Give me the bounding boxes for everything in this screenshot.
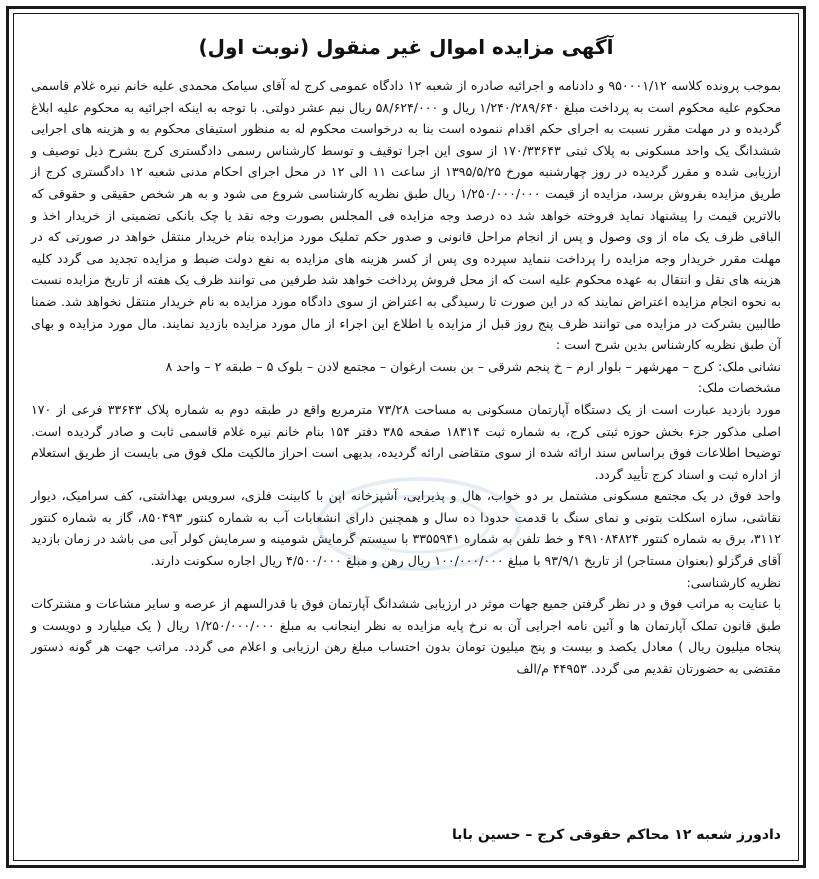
notice-frame [6,6,806,868]
paragraph-property-heading: مشخصات ملک: [697,380,781,396]
paragraph-intro: بموجب پرونده کلاسه ۹۵۰۰۰۱/۱۲ و دادنامه و اجرائیه صادره از شعبه ۱۲ دادگاه عمومی کرج له آقای سیامک محمدی علیه خانم نیره غلام قاسمی محکوم علیه محکوم است به پرداخت مبلغ ۱/۲۴۰/۲۸۹/۶۴۰ ریال و ۵۸/۶۲۴/۰۰۰ ریال نیم عشر دولتی. با توجه به اینکه اجرائیه به محکوم علیه ابلاغ گردیده و در مهلت مقرر نسبت به اجرای حکم اقدام ننموده است بنا به درخواست محکوم له به منظور استیفای محکوم به و هزینه های اجرایی ششدانگ یک واحد مسکونی به پلاک ثبتی ۱۷۰/۳۳۶۴۳ از سوی این اجرا توقیف و توسط کارشناس رسمی دادگستری کرج بشرح ذیل توصیف و ارزیابی شده و مقرر گردیده در روز چهارشنبه مورخ ۱۳۹۵/۵/۲۵ از ساعت ۱۱ الی ۱۲ در محل اجرای احکام مدنی شعبه ۱۲ دادگستری کرج از طریق مزایده بفروش برسد، مزایده از قیمت ۱/۲۵۰/۰۰۰/۰۰۰ ریال طبق نظریه کارشناسی شروع می شود و به هر شخص حقیقی و حقوقی که بالاترین قیمت را پیشنهاد نماید فروخته خواهد شد ده درصد وجه مزایده فی المجلس بصورت وجه نقد یا چک بانکی تضمینی از خریدار اخذ و الباقی ظرف یک ماه از وی وصول و پس از انجام مراحل قانونی و صدور حکم تملیک مورد مزایده بنام خریدار منتقل خواهد در صورتی که در مهلت مقرر خریدار وجه مزایده را پرداخت ننماید سپرده وی پس از کسر هزینه های مزایده به نفع دولت ضبط و مزایده تجدید می گردد کلیه هزینه های نقل و انتقال به عهده محکوم علیه است که از محل فروش پرداخت خواهد شد طرفین می توانند ظرف یک هفته از تاریخ مزایده نسبت به نحوه انجام مزایده اعتراض نمایند که در این صورت تا رسیدگی به اعتراض از سوی دادگاه مورد مزایده به نام خریدار منتقل نخواهد شد. ضمنا طالبین بشرکت در مزایده می توانند ظرف پنج روز قبل از مزایده با اطلاع این اجراء از مال مورد مزایده بازدید نمایند. مال مورد مزایده و بهای آن طبق نظریه کارشناس بدین شرح است : [31,78,781,353]
signature-line: دادورز شعبه ۱۲ محاکم حقوقی کرج – حسین بابا [452,827,781,843]
paragraph-unit-details: واحد فوق در یک مجتمع مسکونی مشتمل بر دو خواب، هال و پذیرایی، آشپزخانه اپن با کابینت فلزی، سرویس بهداشتی، کف سرامیک، دیوار نقاشی، سازه اسکلت بتونی و نمای سنگ با قدمت حدودا ده سال و همچنین دارای انشعابات آب به شماره کنتور ۸۵۰۴۹۳، گاز به شماره کنتور ۳۱۱۲، برق به شماره کنتور ۴۹۱۰۸۴۸۲۴ و خط تلفن به شماره ۳۳۵۵۹۴۱ با سیستم گرمایش شومینه و سرمایش کولر آبی می باشد در زمان بازدید آقای قرگزلو (بعنوان مستاجر) از تاریخ ۹۳/۹/۱ با مبلغ ۱۰۰/۰۰۰/۰۰۰ ریال رهن و مبلغ ۴/۵۰۰/۰۰۰ ریال اجاره سکونت دارند. [31,488,781,569]
paragraph-property-description: مورد بازدید عبارت است از یک دستگاه آپارتمان مسکونی به مساحت ۷۳/۲۸ مترمربع واقع در طبقه دوم به شماره پلاک ۳۳۶۴۳ فرعی از ۱۷۰ اصلی مذکور جزء بخش حوزه ثبتی کرج، به شماره ثبت ۱۸۳۱۴ صفحه ۳۸۵ دفتر ۱۵۴ بنام خانم نیره غلام قاسمی ثابت و صادر گردیده است. توضیحا اطلاعات فوق براساس سند ارائه شده از سوی متقاضی ارائه گردیده، بدیهی است احراز مالکیت ملک فوق می بایست از طریق استعلام از اداره ثبت و اسناد کرج تأیید گردد. [31,401,782,482]
notice-body [31,75,781,680]
paragraph-expert-opinion: با عنایت به مراتب فوق و در نظر گرفتن جمیع جهات موثر در ارزیابی ششدانگ آپارتمان فوق با قدرالسهم از عرصه و سایر مشاعات و مشترکات طبق قانون تملک آپارتمان ها و آئین نامه اجرایی آن به نرخ پایه مزایده به نظر اینجانب به مبلغ ۱/۲۵۰/۰۰۰/۰۰۰ ریال ( یک میلیارد و دویست و پنجاه میلیون ریال ) معادل یکصد و بیست و پنج میلیون تومان بدون احتساب مبلغ رهن ارزیابی و اعلام می گردد. مراتب جهت هر گونه دستور مقتضی به حضورتان تقدیم می گردد. ۴۴۹۵۳ م/الف [31,596,781,677]
paragraph-expert-heading: نظریه کارشناسی: [686,574,781,590]
notice-title: آگهی مزایده اموال غیر منقول (نوبت اول) [198,35,614,59]
paragraph-address: نشانی ملک: کرج – مهرشهر – بلوار ارم – خ پنجم شرقی – بن بست ارغوان – مجتمع لادن – بلوک ۵ – طبقه ۲ – واحد ۸ [165,358,781,374]
